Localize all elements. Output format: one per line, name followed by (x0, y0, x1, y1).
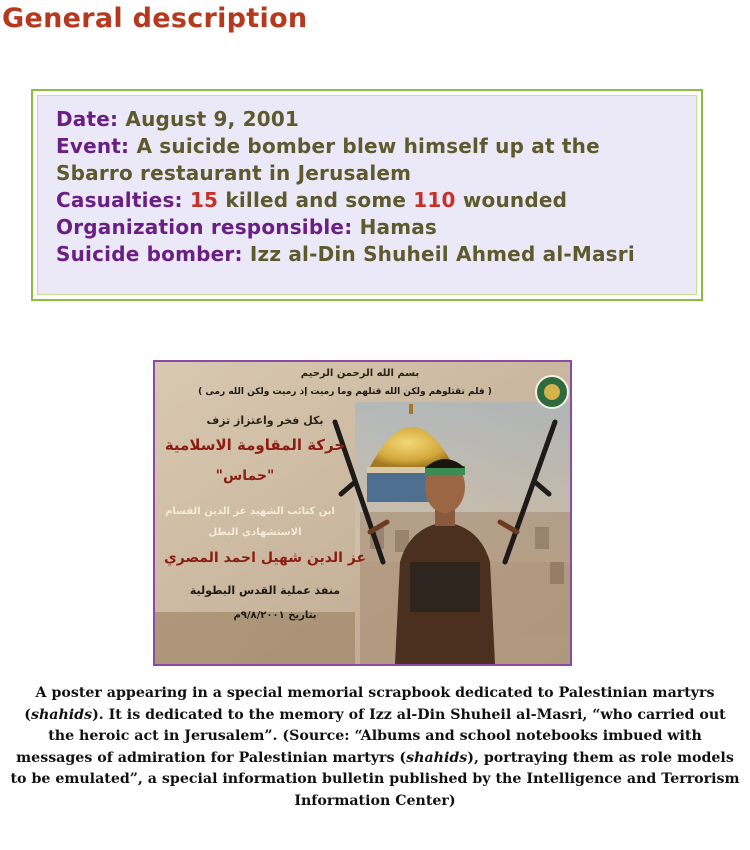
caption-part-1: A poster appearing in a special memorial scrapbook dedicated to Palestinian martyrs ( (24, 685, 715, 723)
caption-part-3: ), portraying them as role models to be emulated”, a special information bulletin published by the Intelligence and Terrorism Information Center) (10, 749, 740, 809)
bomber-line (56, 241, 635, 268)
memorial-poster (153, 360, 572, 666)
info-lines (56, 106, 635, 268)
killed-count: 15 (189, 188, 219, 212)
caption-shahids-1: shahids (30, 706, 93, 723)
organization-label: Organization responsible: (56, 215, 353, 239)
poster-line-2: ( فلم تقتلوهم ولكن الله قتلهم وما رميت إذ رميت ولكن الله رمى ) (198, 387, 492, 397)
date-value: August 9, 2001 (125, 107, 300, 131)
poster-line-8: عز الدين شهيل احمد المصري (163, 550, 367, 566)
poster-line-4: حركة المقاومة الاسلامية (164, 436, 346, 454)
page-title: General description (2, 3, 308, 34)
date-label: Date: (56, 107, 119, 131)
poster-line-9: منفذ عملية القدس البطولية (189, 584, 341, 597)
bomber-label: Suicide bomber: (56, 242, 243, 266)
casualties-mid: killed and some (225, 188, 407, 212)
poster-line-5: "حماس" (215, 468, 275, 484)
info-box (31, 89, 703, 301)
caption-part-2: ). It is dedicated to the memory of Izz al-Din Shuheil al-Masri, “who carried out the heroic act in Jerusalem”. (Source: “Albums and school notebooks imbued with messages of admiration for Palestinian martyrs ( (16, 706, 726, 766)
casualties-label: Casualties: (56, 188, 183, 212)
hamas-emblem-icon (536, 376, 568, 408)
event-value-line2: Sbarro restaurant in Jerusalem (56, 161, 412, 185)
poster-line-7: الاستشهادي البطل (208, 527, 302, 538)
casualties-line (56, 187, 635, 214)
wounded-count: 110 (413, 188, 456, 212)
poster-line-3: بكل فخر واعتزاز تزف (206, 414, 324, 427)
info-box-inner (37, 95, 697, 295)
poster-line-6: ابن كتائب الشهيد عز الدين القسام (165, 506, 335, 517)
poster-image (155, 362, 570, 664)
casualties-end: wounded (462, 188, 568, 212)
poster-line-10: بتاريخ ٩/٨/٢٠٠١م (233, 610, 317, 621)
date-line (56, 106, 635, 133)
bomber-value: Izz al-Din Shuheil Ahmed al-Masri (249, 242, 635, 266)
event-line (56, 133, 635, 160)
caption-shahids-2: shahids (406, 749, 468, 766)
poster-caption (10, 683, 740, 813)
organization-value: Hamas (359, 215, 438, 239)
event-label: Event: (56, 134, 130, 158)
event-value-line1: A suicide bomber blew himself up at the (136, 134, 600, 158)
organization-line (56, 214, 635, 241)
poster-line-1: بسم الله الرحمن الرحيم (300, 368, 420, 379)
event-line-2 (56, 160, 635, 187)
